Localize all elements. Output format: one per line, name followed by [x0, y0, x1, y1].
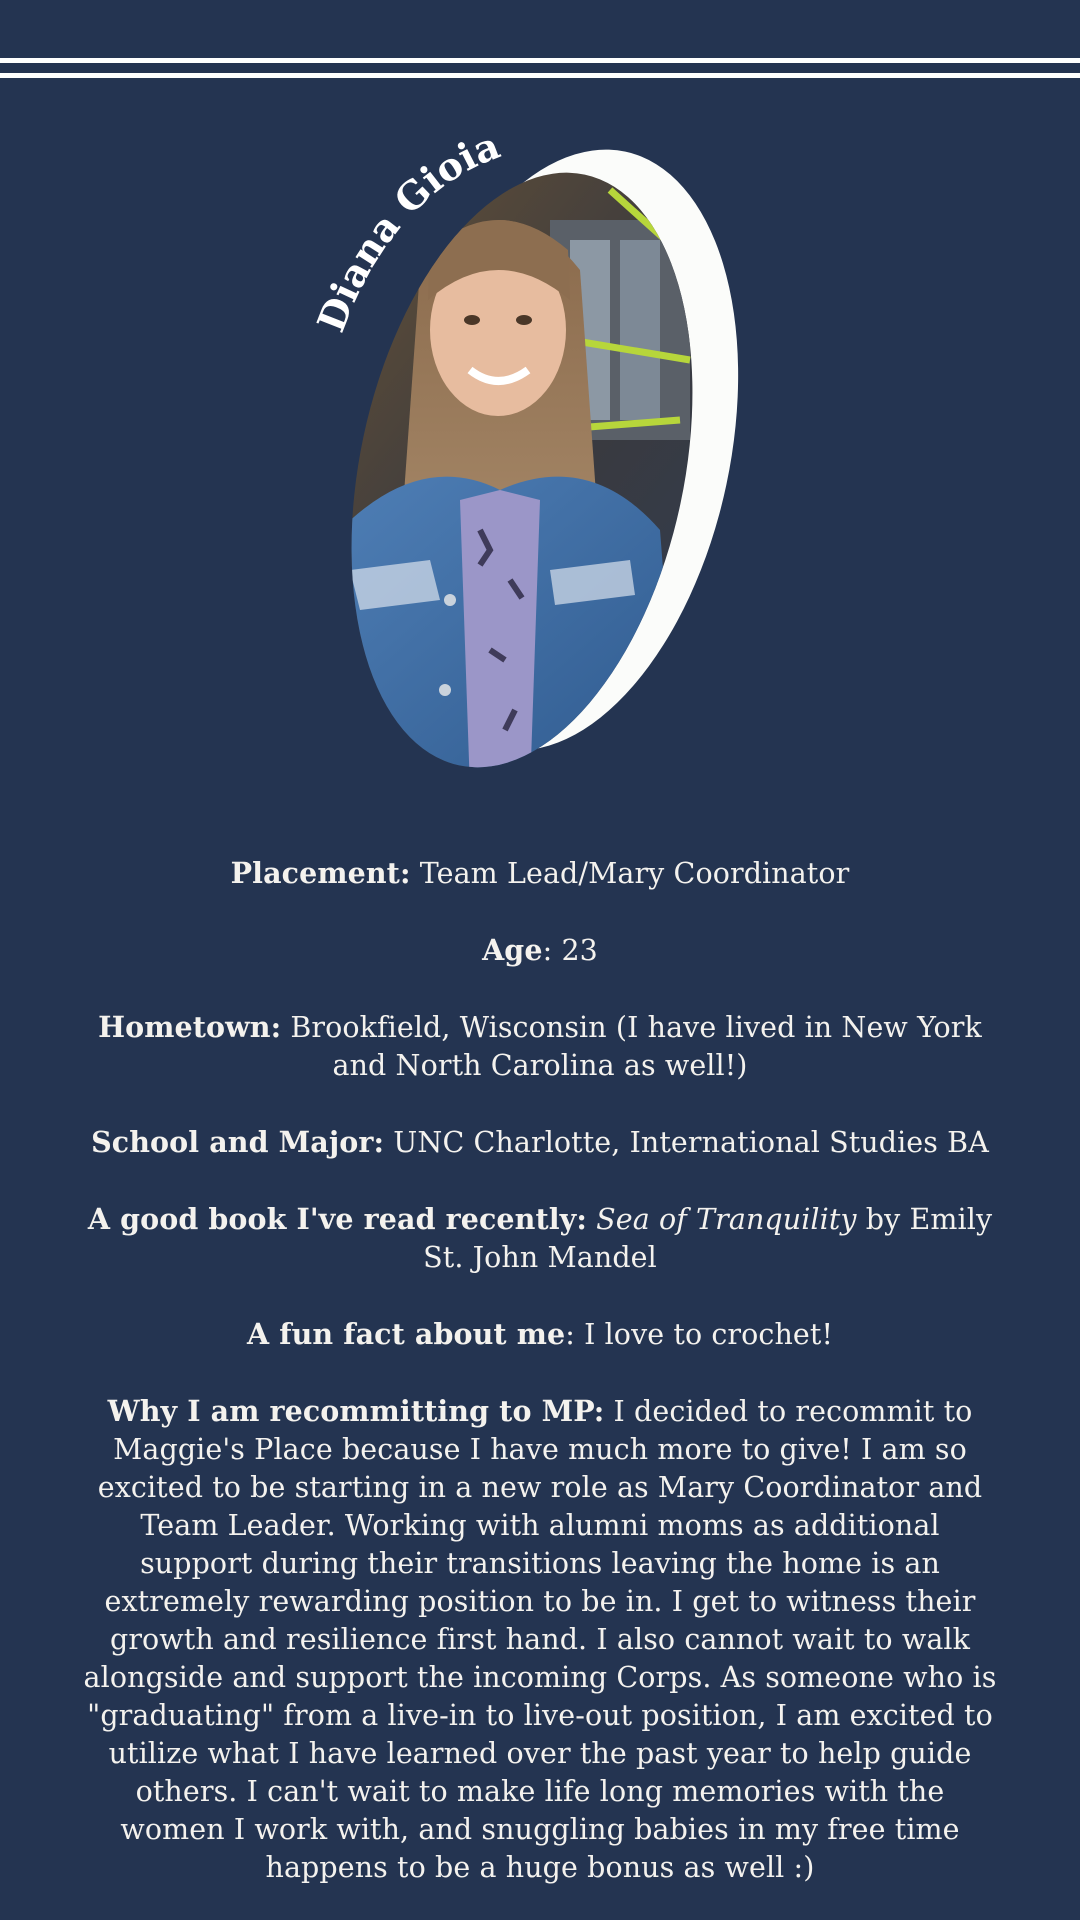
age-label: Age	[482, 933, 543, 967]
portrait-graphic	[300, 130, 800, 790]
book-title: Sea of Tranquility	[596, 1203, 857, 1236]
profile-details	[80, 854, 1000, 1887]
age-row	[80, 931, 1000, 970]
profile-name: Diana Gioia	[307, 130, 506, 338]
recommit-value: I decided to recommit to Maggie's Place because I have much more to give! I am so excited to be starting in a new role as Mary Coordinator and Team Leader. Working with alumni moms as additional support during their transitions leaving the home is an extremely rewarding position to be in. I get to witness their growth and resilience first hand. I also cannot wait to walk alongside and support the incoming Corps. As someone who is "graduating" from a live-in to live-out position, I am excited to utilize what I have learned over the past year to help guide others. I can't wait to make life long memories with the women I work with, and snuggling babies in my free time happens to be a huge bonus as well :)	[83, 1395, 997, 1884]
hometown-value: Brookfield, Wisconsin (I have lived in New York and North Carolina as well!)	[281, 1011, 982, 1082]
school-label: School and Major:	[91, 1125, 385, 1159]
top-divider-line	[0, 58, 1080, 63]
fun-fact-value: : I love to crochet!	[565, 1318, 834, 1351]
hometown-row	[80, 1008, 1000, 1085]
hometown-label: Hometown:	[98, 1010, 282, 1044]
placement-row	[80, 854, 1000, 893]
book-label: A good book I've read recently:	[87, 1202, 587, 1236]
recommit-row	[80, 1392, 1000, 1887]
top-divider-line-secondary	[0, 73, 1080, 78]
fun-fact-row	[80, 1315, 1000, 1354]
recommit-label: Why I am recommitting to MP:	[107, 1394, 605, 1428]
book-row	[80, 1200, 1000, 1277]
portrait-section	[300, 130, 800, 790]
placement-label: Placement:	[230, 856, 411, 890]
school-row	[80, 1123, 1000, 1162]
placement-value: Team Lead/Mary Coordinator	[410, 857, 850, 890]
age-value: : 23	[542, 934, 598, 967]
book-author: by Emily St. John Mandel	[423, 1203, 993, 1274]
fun-fact-label: A fun fact about me	[246, 1317, 566, 1351]
school-value: UNC Charlotte, International Studies BA	[384, 1126, 989, 1159]
